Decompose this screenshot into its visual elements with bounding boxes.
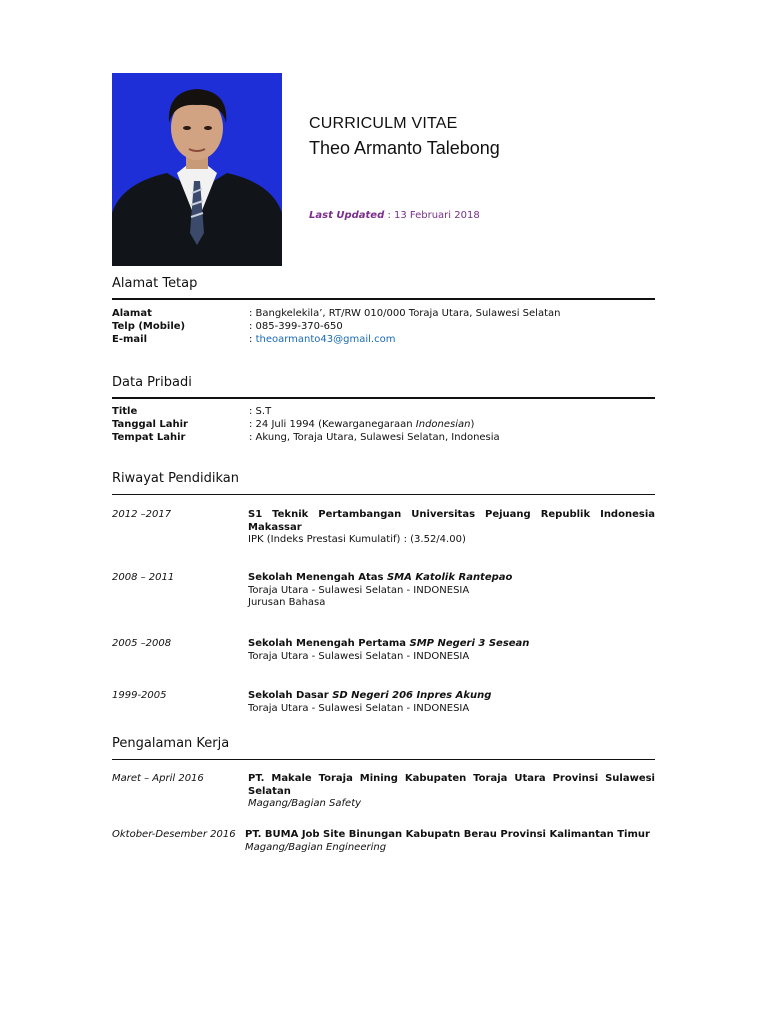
alamat-table — [112, 307, 655, 346]
education-date: 2005 –2008 — [112, 638, 172, 649]
tanggal-lahir-value: : 24 Juli 1994 (Kewarganegaraan — [249, 419, 416, 430]
title-row — [112, 405, 655, 418]
section-divider — [112, 298, 655, 300]
education-detail: Toraja Utara - Sulawesi Selatan - INDONESIA — [248, 650, 470, 662]
education-title: Sekolah Dasar — [248, 690, 333, 701]
education-title-cont: Makassar — [248, 521, 302, 533]
email-row — [112, 333, 655, 346]
education-entry — [112, 690, 655, 715]
education-entry — [112, 638, 655, 663]
education-entry — [112, 572, 655, 610]
education-date: 2008 – 2011 — [112, 572, 175, 583]
education-detail: IPK (Indeks Prestasi Kumulatif) : (3.52/4.00) — [248, 534, 466, 545]
title-value: : S.T — [249, 406, 272, 417]
email-prefix: : — [249, 334, 256, 345]
work-title: PT. BUMA Job Site Binungan Kabupatn Berau Provinsi Kalimantan Timur — [245, 829, 650, 840]
work-role: Magang/Bagian Safety — [248, 798, 362, 809]
tanggal-lahir-key: Tanggal Lahir — [112, 419, 188, 430]
tempat-lahir-value: : Akung, Toraja Utara, Sulawesi Selatan, Indonesia — [249, 432, 500, 443]
alamat-row — [112, 307, 655, 320]
work-title: PT. Makale Toraja Mining Kabupaten Toraja Utara Provinsi Sulawesi — [248, 773, 655, 784]
education-detail: Toraja Utara - Sulawesi Selatan - INDONESIA — [248, 584, 470, 596]
cv-title: CURRICULM VITAE — [309, 115, 458, 132]
section-title-alamat: Alamat Tetap — [112, 276, 198, 291]
section-title-pendidikan: Riwayat Pendidikan — [112, 471, 239, 486]
section-divider — [112, 397, 655, 399]
nationality: Indonesian — [415, 419, 471, 430]
school-name: SD Negeri 206 Inpres Akung — [332, 690, 492, 701]
tanggal-lahir-close: ) — [470, 419, 475, 430]
alamat-value: : Bangkelekila’, RT/RW 010/000 Toraja Utara, Sulawesi Selatan — [249, 308, 561, 319]
work-title-cont: Selatan — [248, 785, 291, 797]
profile-photo — [112, 73, 282, 266]
education-detail: Jurusan Bahasa — [248, 597, 326, 608]
person-name: Theo Armanto Talebong — [309, 138, 500, 158]
section-title-pribadi: Data Pribadi — [112, 375, 192, 390]
school-name: SMP Negeri 3 Sesean — [409, 638, 530, 649]
education-date: 1999-2005 — [112, 690, 167, 701]
work-entry — [112, 773, 655, 811]
work-date: Maret – April 2016 — [112, 773, 204, 784]
last-updated — [309, 210, 480, 221]
section-title-kerja: Pengalaman Kerja — [112, 736, 230, 751]
tanggal-lahir-row — [112, 418, 655, 431]
email-link[interactable]: theoarmanto43@gmail.com — [255, 334, 396, 345]
section-divider — [112, 494, 655, 495]
telp-value: : 085-399-370-650 — [249, 321, 343, 332]
work-date: Oktober-Desember 2016 — [112, 829, 236, 840]
email-key: E-mail — [112, 334, 148, 345]
education-title: S1 Teknik Pertambangan Universitas Pejuang Republik Indonesia — [248, 509, 655, 520]
education-detail: Toraja Utara - Sulawesi Selatan - INDONESIA — [248, 702, 470, 714]
last-updated-value: : 13 Februari 2018 — [387, 210, 480, 221]
education-date: 2012 –2017 — [112, 509, 172, 520]
work-role: Magang/Bagian Engineering — [245, 841, 387, 853]
school-name: SMA Katolik Rantepao — [386, 572, 513, 583]
pribadi-table — [112, 405, 655, 444]
last-updated-label: Last Updated — [309, 210, 385, 221]
telp-key: Telp (Mobile) — [112, 321, 186, 332]
education-title: Sekolah Menengah Atas — [248, 572, 387, 583]
section-divider — [112, 759, 655, 760]
telp-row — [112, 320, 655, 333]
title-key: Title — [112, 406, 138, 417]
tempat-lahir-key: Tempat Lahir — [112, 432, 186, 443]
education-title: Sekolah Menengah Pertama — [248, 638, 410, 649]
work-entry — [112, 829, 655, 854]
alamat-key: Alamat — [112, 308, 152, 319]
education-entry — [112, 509, 655, 547]
tempat-lahir-row — [112, 431, 655, 444]
